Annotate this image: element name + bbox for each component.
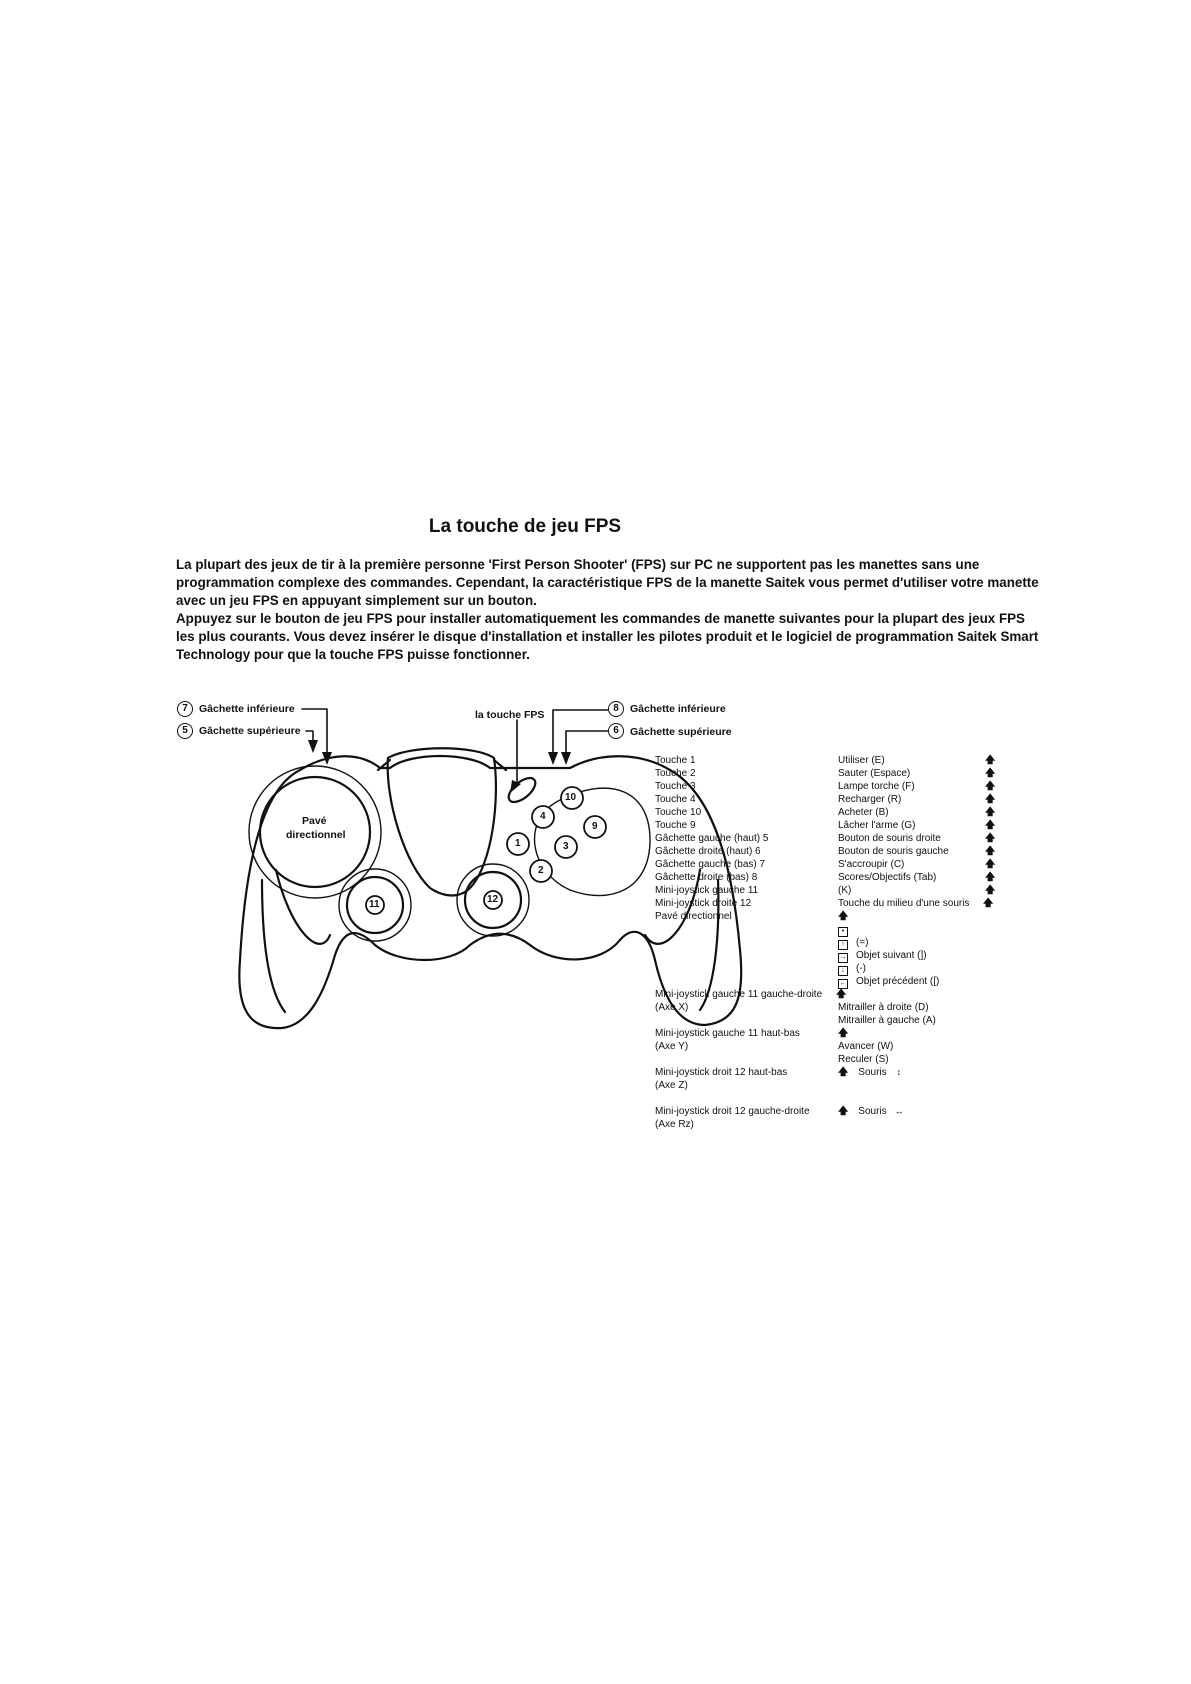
- list-item: ↓ (-): [838, 962, 866, 976]
- intro-paragraph-2: Appuyez sur le bouton de jeu FPS pour installer automatiquement les commandes de manette suivantes pour la plupart des jeux FPS les plus courants. Vous devez insérer le disque d'installation et installer les pilotes produit et le logiciel de programmation Saitek Smart Technology pour que la touche FPS puisse fonctionner.: [176, 611, 1039, 662]
- callout-label-8: Gâchette inférieure: [630, 703, 726, 715]
- arrow-up-icon: 🡅: [985, 807, 996, 818]
- arrow-up-icon: 🡅: [985, 846, 996, 857]
- callout-fps-button: la touche FPS: [475, 709, 545, 721]
- page-title: La touche de jeu FPS: [428, 516, 622, 537]
- arrow-up-icon: 🡅: [985, 885, 996, 896]
- dpad-right-icon: →: [839, 954, 847, 961]
- callout-label-6: Gâchette supérieure: [630, 726, 732, 738]
- arrow-up-icon: 🡅: [838, 1028, 849, 1039]
- arrow-up-icon: 🡅: [985, 820, 996, 831]
- button-10-label: 10: [565, 792, 577, 803]
- dpad-left-icon: ←: [839, 980, 847, 987]
- callout-number-6: 6: [608, 723, 624, 739]
- callout-label-5: Gâchette supérieure: [199, 725, 301, 737]
- arrow-up-icon: 🡅: [983, 898, 994, 909]
- dpad-label-2: directionnel: [286, 829, 346, 841]
- arrow-up-icon: 🡅: [836, 989, 847, 1000]
- button-2-label: 2: [538, 865, 544, 876]
- button-1-label: 1: [515, 838, 521, 849]
- arrow-up-icon: 🡅: [985, 872, 996, 883]
- arrow-up-icon: 🡅: [838, 911, 849, 922]
- button-3-label: 3: [563, 841, 569, 852]
- arrow-up-icon: 🡅: [985, 781, 996, 792]
- vertical-arrows-icon: ↕: [896, 1067, 902, 1077]
- joystick-12-label: 12: [487, 894, 499, 905]
- callout-number-7: 7: [177, 701, 193, 717]
- arrow-up-icon: 🡅: [985, 859, 996, 870]
- list-item: ↑ (=): [838, 936, 869, 950]
- center-wedge: [388, 748, 496, 895]
- callout-label-7: Gâchette inférieure: [199, 703, 295, 715]
- intro-paragraph-1: La plupart des jeux de tir à la première personne 'First Person Shooter' (FPS) sur PC ne supportent pas les manettes sans une programmation complexe des commandes. Cependant, la caractéristique FPS de la manette Saitek vous permet d'utiliser votre manette avec un jeu FPS en appuyant simplement sur un bouton.: [176, 557, 1039, 608]
- button-9-label: 9: [592, 821, 598, 832]
- arrow-up-icon: 🡅: [985, 794, 996, 805]
- list-item: ← Objet précédent ([): [839, 976, 940, 987]
- button-4-label: 4: [540, 811, 546, 822]
- dpad-center-icon: •: [838, 927, 848, 937]
- arrow-up-icon: 🡅: [838, 1067, 849, 1078]
- dpad-center-row: [838, 923, 856, 937]
- arrow-up-icon: 🡅: [985, 755, 996, 766]
- dpad-arrow-row: [838, 910, 848, 923]
- callout-number-5: 5: [177, 723, 193, 739]
- dpad-down-icon: ↓: [838, 966, 848, 976]
- callout-number-8: 8: [608, 701, 624, 717]
- dpad-up-icon: ↑: [838, 940, 848, 950]
- list-item: → Objet suivant (]): [839, 950, 927, 961]
- horizontal-arrows-icon: ↔: [894, 1106, 904, 1116]
- joystick-11-label: 11: [369, 899, 380, 910]
- arrow-up-icon: 🡅: [985, 768, 996, 779]
- dpad-label-1: Pavé: [302, 815, 327, 827]
- arrow-up-icon: 🡅: [838, 1106, 849, 1117]
- arrow-up-icon: 🡅: [985, 833, 996, 844]
- fps-button-shape: [505, 774, 540, 807]
